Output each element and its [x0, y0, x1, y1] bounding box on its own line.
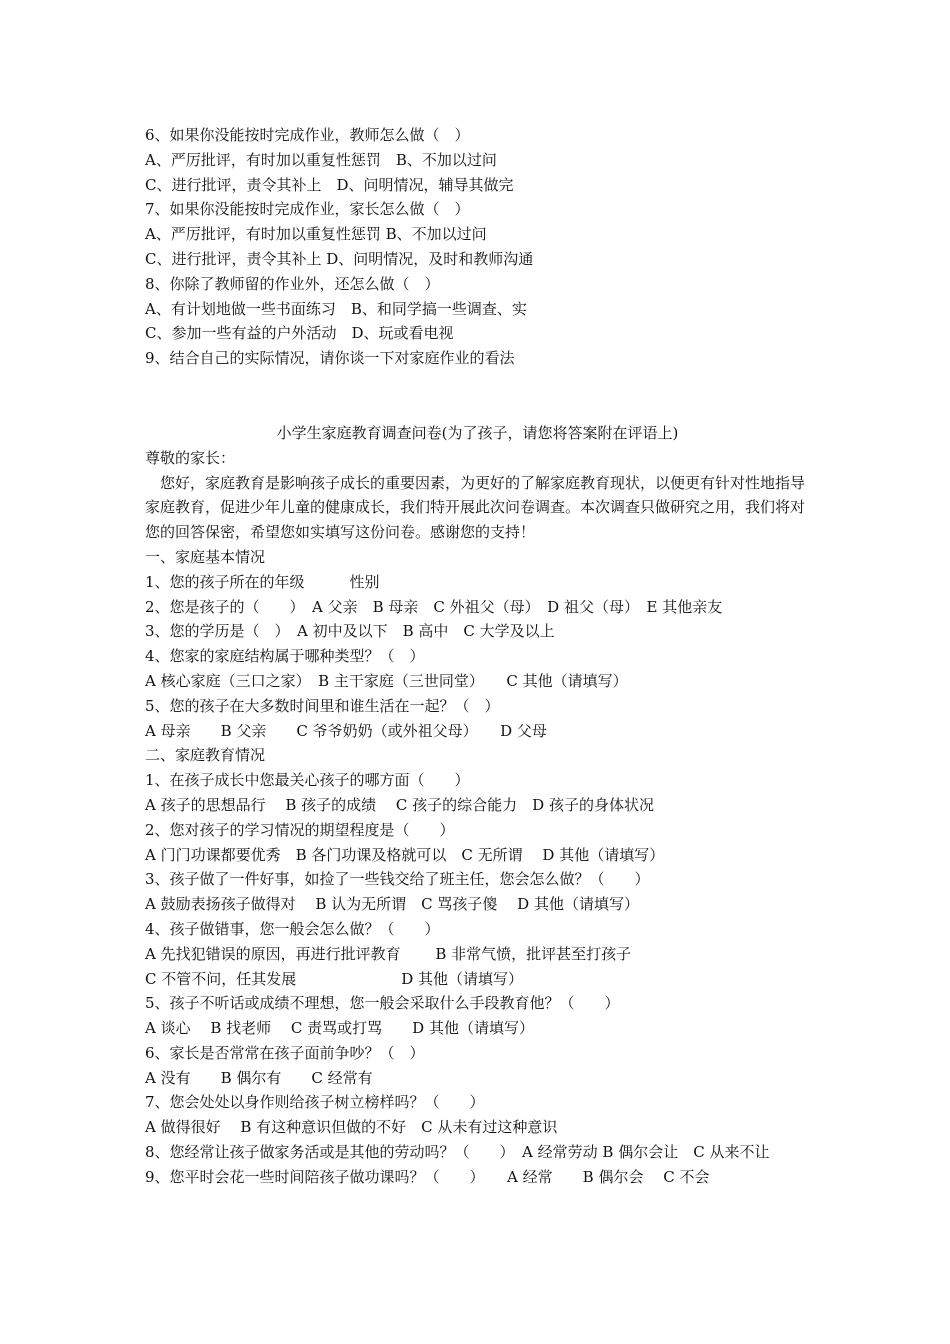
- question-line: 9、您平时会花一些时间陪孩子做功课吗？（ ） A 经常 B 偶尔会 C 不会: [145, 1167, 710, 1186]
- option-line: A 孩子的思想品行 B 孩子的成绩 C 孩子的综合能力 D 孩子的身体状况: [145, 795, 654, 814]
- question-line: 5、孩子不听话或成绩不理想，您一般会采取什么手段教育他？（ ）: [145, 994, 620, 1013]
- question-line: 1、您的孩子所在的年级 性别: [145, 572, 380, 591]
- option-line: C、进行批评，责令其补上 D、问明情况，辅导其做完: [145, 175, 514, 194]
- document-page: [145, 123, 810, 1190]
- question-line: 9、结合自己的实际情况，请你谈一下对家庭作业的看法: [145, 349, 515, 368]
- option-line: C、参加一些有益的户外活动 D、玩或看电视: [145, 324, 454, 343]
- section-spacer: [145, 371, 810, 421]
- question-line: 8、您经常让孩子做家务活或是其他的劳动吗？（ ） A 经常劳动 B 偶尔会让 C 从来不让: [145, 1143, 770, 1162]
- option-line: A、有计划地做一些书面练习 B、和同学搞一些调查、实: [145, 299, 527, 318]
- option-line: A 母亲 B 父亲 C 爷爷奶奶（或外祖父母） D 父母: [145, 721, 547, 740]
- question-line: 2、您是孩子的（ ） A 父亲 B 母亲 C 外祖父（母） D 祖父（母） E 其他亲友: [145, 597, 723, 616]
- option-line: C、进行批评，责令其补上 D、问明情况，及时和教师沟通: [145, 249, 534, 268]
- question-line: 3、孩子做了一件好事，如捡了一些钱交给了班主任，您会怎么做？（ ）: [145, 870, 650, 889]
- option-line: A 谈心 B 找老师 C 责骂或打骂 D 其他（请填写）: [145, 1019, 534, 1038]
- question-line: 8、你除了教师留的作业外，还怎么做（ ）: [145, 274, 440, 293]
- survey-title: 小学生家庭教育调查问卷(为了孩子，请您将答案附在评语上): [276, 423, 679, 442]
- survey-greeting: 尊敬的家长：: [145, 448, 236, 467]
- survey-intro: 您好，家庭教育是影响孩子成长的重要因素，为更好的了解家庭教育现状，以便更有针对性地指导家庭教育，促进少年儿童的健康成长，我们特开展此次问卷调查。本次调查只做研究之用，我们将对您的回答保密，希望您如实填写这份问卷。感谢您的支持！: [145, 473, 806, 542]
- question-line: 7、您会处处以身作则给孩子树立榜样吗？（ ）: [145, 1093, 485, 1112]
- question-line: 3、您的学历是（ ） A 初中及以下 B 高中 C 大学及以上: [145, 622, 555, 641]
- question-line: 7、如果你没能按时完成作业，家长怎么做（ ）: [145, 200, 470, 219]
- option-line: A、严厉批评，有时加以重复性惩罚 B、不加以过问: [145, 150, 497, 169]
- option-line: A 门门功课都要优秀 B 各门功课及格就可以 C 无所谓 D 其他（请填写）: [145, 845, 665, 864]
- section-heading-education: 二、家庭教育情况: [145, 746, 266, 765]
- question-line: 5、您的孩子在大多数时间里和谁生活在一起？（ ）: [145, 696, 500, 715]
- option-line: A 先找犯错误的原因，再进行批评教育 B 非常气愤，批评甚至打孩子: [145, 944, 632, 963]
- question-line: 6、家长是否常常在孩子面前争吵？（ ）: [145, 1043, 425, 1062]
- question-line: 4、孩子做错事，您一般会怎么做？（ ）: [145, 919, 440, 938]
- option-line: A 没有 B 偶尔有 C 经常有: [145, 1068, 373, 1087]
- question-line: 4、您家的家庭结构属于哪种类型？（ ）: [145, 647, 425, 666]
- question-line: 2、您对孩子的学习情况的期望程度是（ ）: [145, 820, 455, 839]
- question-line: 1、在孩子成长中您最关心孩子的哪方面（ ）: [145, 771, 470, 790]
- question-line: 6、如果你没能按时完成作业，教师怎么做（ ）: [145, 126, 470, 144]
- option-line: A 核心家庭（三口之家） B 主干家庭（三世同堂） C 其他（请填写）: [145, 671, 628, 690]
- option-line: C 不管不问，任其发展 D 其他（请填写）: [145, 969, 524, 988]
- option-line: A 鼓励表扬孩子做得对 B 认为无所谓 C 骂孩子傻 D 其他（请填写）: [145, 895, 639, 914]
- section-heading-basic: 一、家庭基本情况: [145, 547, 266, 566]
- option-line: A 做得很好 B 有这种意识但做的不好 C 从未有过这种意识: [145, 1118, 558, 1137]
- option-line: A、严厉批评，有时加以重复性惩罚 B、不加以过问: [145, 225, 487, 244]
